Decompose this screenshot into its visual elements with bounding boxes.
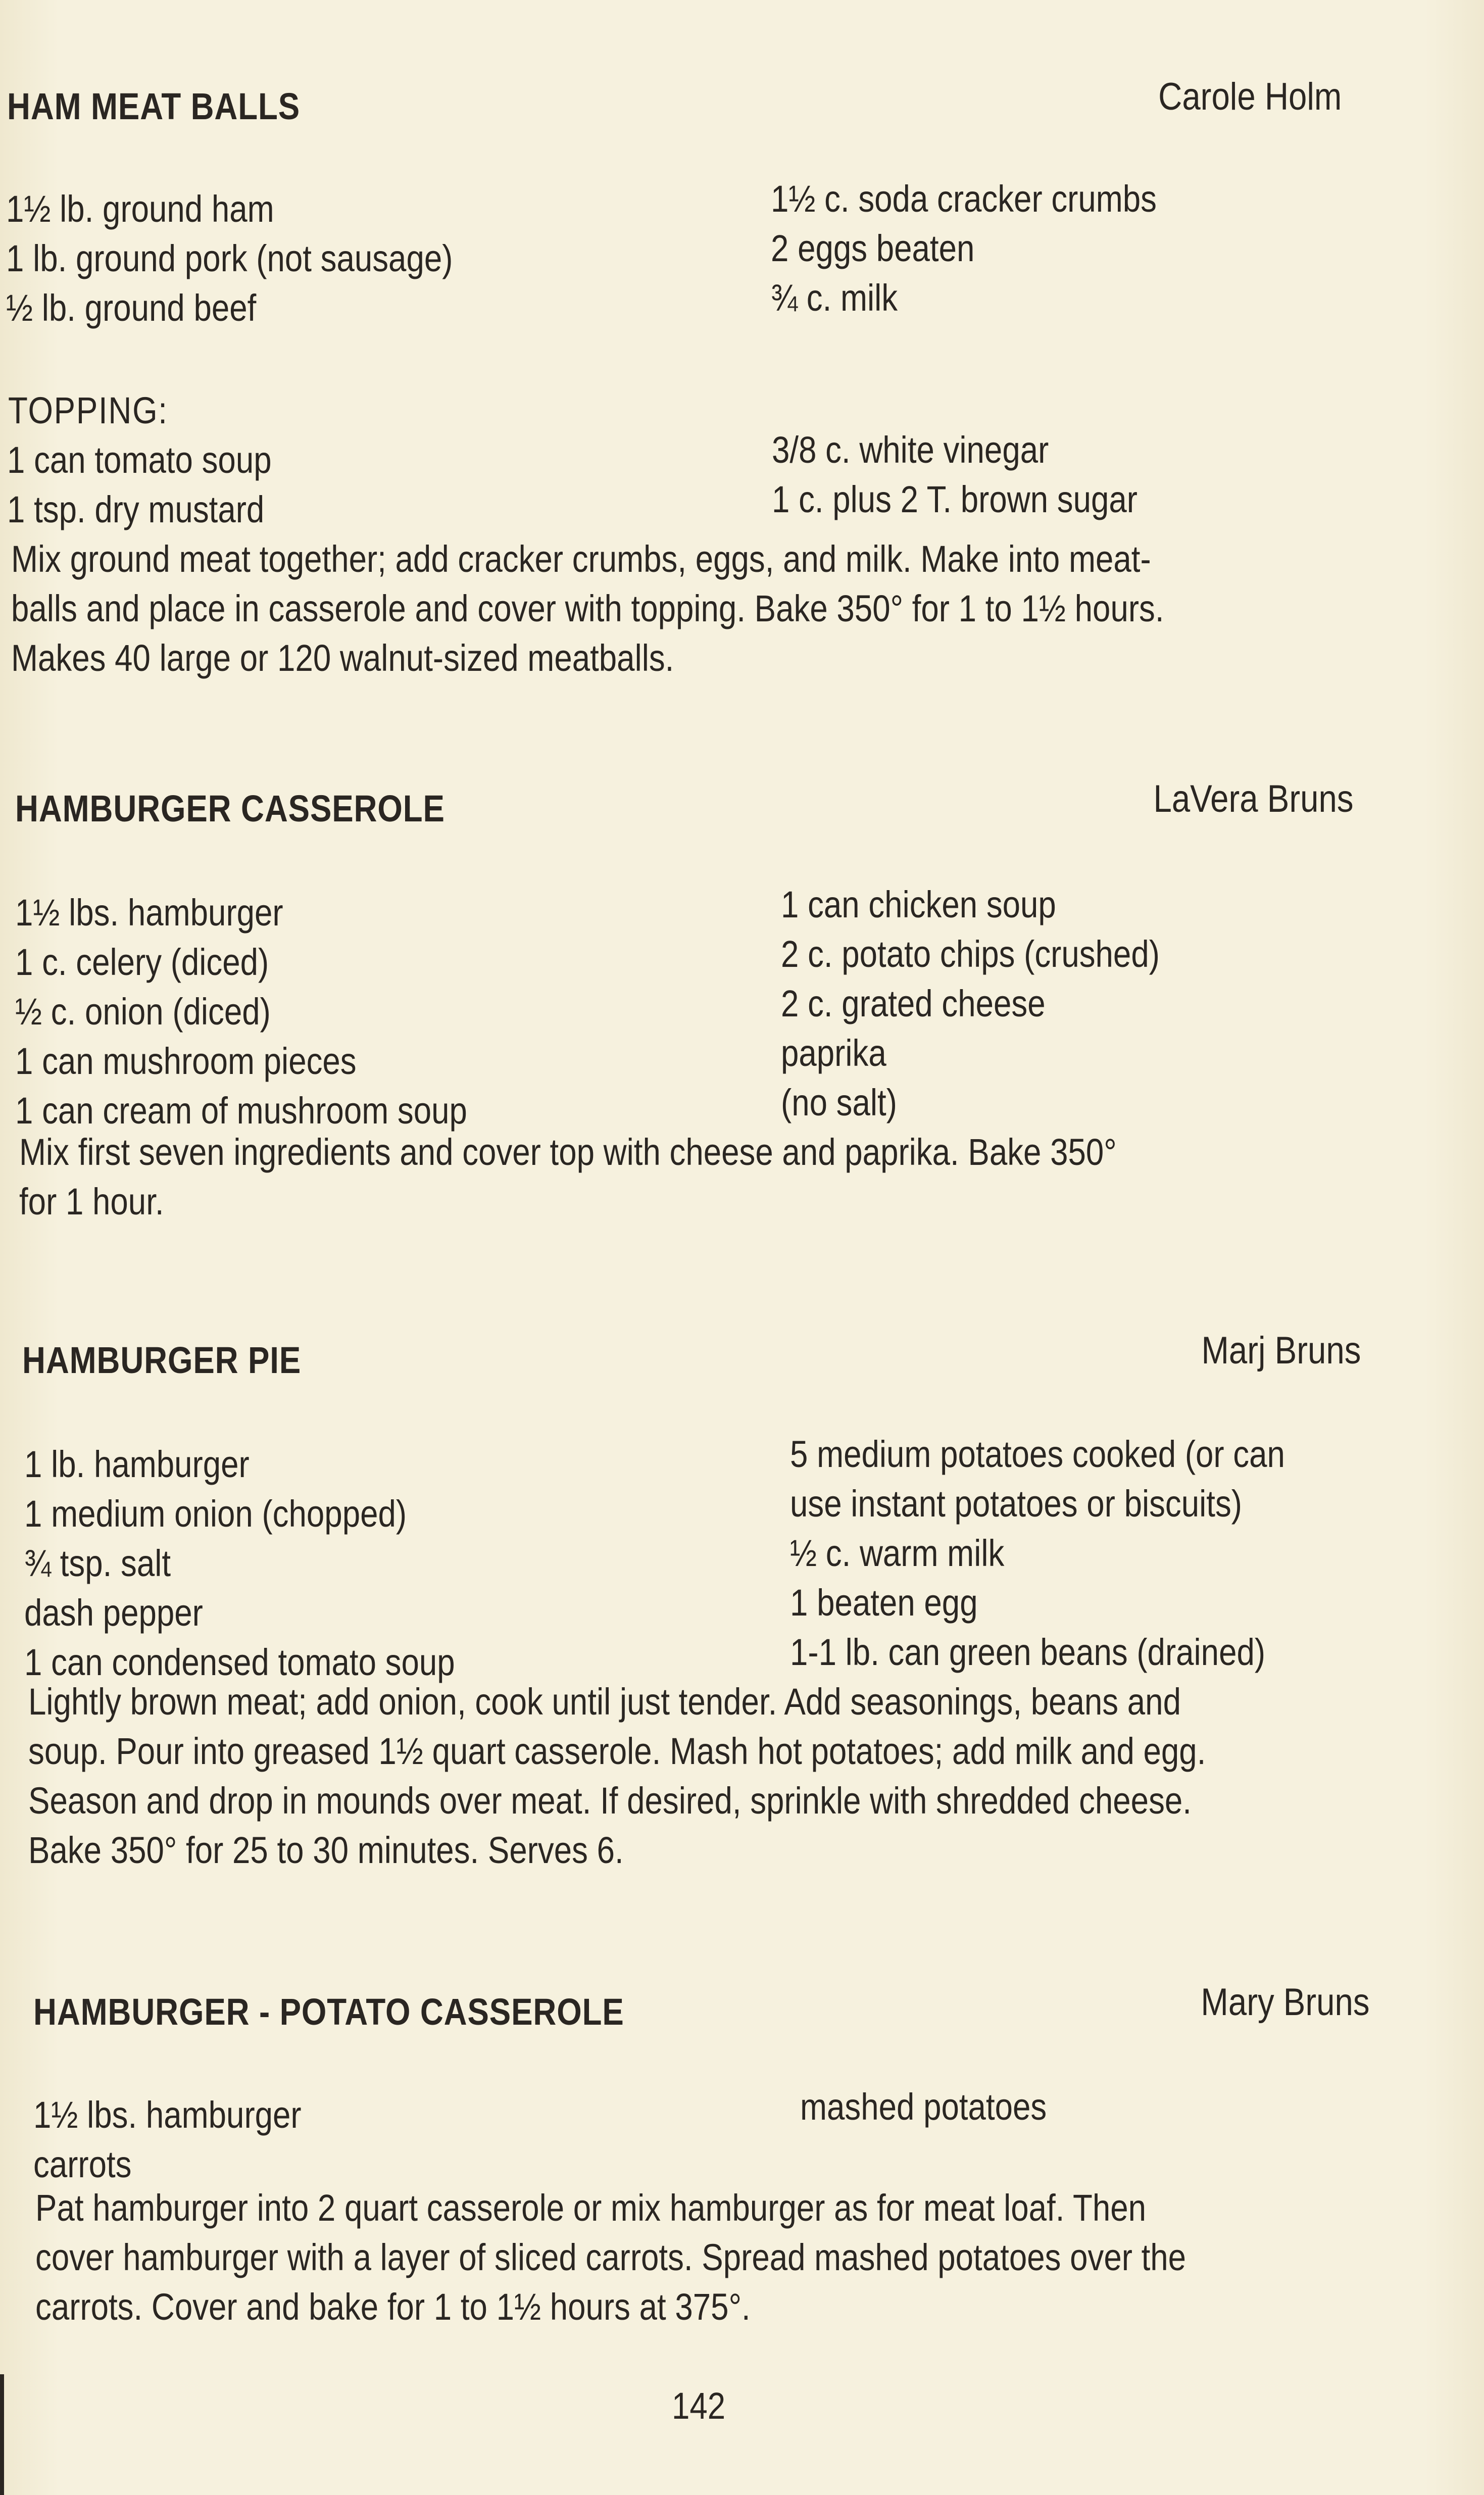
ingredient: 1 beaten egg — [790, 1582, 978, 1624]
recipe-directions — [11, 534, 1352, 683]
recipe-directions — [35, 2183, 1373, 2332]
topping-label: TOPPING: — [8, 389, 168, 431]
recipe-directions — [19, 1128, 1295, 1227]
ingredient: 2 eggs beaten — [771, 227, 975, 269]
ingredient: ½ c. warm milk — [790, 1532, 1005, 1574]
topping-right — [772, 425, 1197, 524]
directions-line: cover hamburger with a layer of sliced carrots. Spread mashed potatoes over the — [35, 2236, 1186, 2278]
recipe-author: Mary Bruns — [1201, 1981, 1370, 2024]
directions-line: balls and place in casserole and cover with topping. Bake 350° for 1 to 1½ hours. — [11, 588, 1164, 629]
recipe-title: HAMBURGER - POTATO CASSEROLE — [33, 1991, 624, 2033]
directions-line: Makes 40 large or 120 walnut-sized meatballs. — [11, 637, 674, 679]
directions-line: carrots. Cover and bake for 1 to 1½ hours at 375°. — [35, 2286, 751, 2328]
directions-line: Mix ground meat together; add cracker crumbs, eggs, and milk. Make into meat- — [11, 538, 1151, 580]
directions-line: soup. Pour into greased 1½ quart casserole. Mash hot potatoes; add milk and egg. — [28, 1730, 1206, 1772]
ingredient: carrots — [33, 2143, 132, 2185]
ingredient: ¾ c. milk — [771, 277, 898, 319]
ingredient: 1½ lb. ground ham — [6, 188, 274, 230]
ingredient: use instant potatoes or biscuits) — [790, 1483, 1242, 1525]
ingredient: ½ c. onion (diced) — [15, 991, 271, 1033]
ingredient: paprika — [781, 1032, 886, 1074]
ingredients-right — [790, 1430, 1365, 1677]
binding-edge — [0, 2374, 4, 2495]
ingredient: 1 c. plus 2 T. brown sugar — [772, 478, 1137, 520]
ingredient: ¾ tsp. salt — [24, 1542, 171, 1584]
ingredient: 3/8 c. white vinegar — [772, 429, 1049, 471]
directions-line: Season and drop in mounds over meat. If desired, sprinkle with shredded cheese. — [28, 1780, 1192, 1822]
recipe-author: Carole Holm — [1158, 75, 1342, 118]
ingredient: (no salt) — [781, 1082, 897, 1123]
ingredient: dash pepper — [24, 1592, 203, 1634]
ingredient: 1½ lbs. hamburger — [15, 892, 283, 934]
ingredient: 2 c. potato chips (crushed) — [781, 933, 1160, 975]
ingredient: 1 tsp. dry mustard — [7, 488, 265, 530]
ingredient: 1 c. celery (diced) — [15, 941, 269, 983]
recipe-author: Marj Bruns — [1201, 1329, 1361, 1372]
page-number: 142 — [672, 2385, 726, 2427]
recipe-title: HAMBURGER CASSEROLE — [15, 788, 445, 829]
ingredient: 1 can mushroom pieces — [15, 1040, 357, 1082]
ingredient: 1 can tomato soup — [7, 439, 272, 481]
ingredient: 1½ c. soda cracker crumbs — [771, 178, 1157, 220]
recipe-title: HAM MEAT BALLS — [7, 85, 301, 127]
directions-line: Pat hamburger into 2 quart casserole or mix hamburger as for meat loaf. Then — [35, 2187, 1147, 2229]
directions-line: Mix first seven ingredients and cover top with cheese and paprika. Bake 350° — [19, 1131, 1117, 1173]
directions-line: Bake 350° for 25 to 30 minutes. Serves 6. — [28, 1829, 624, 1871]
ingredient: 1 medium onion (chopped) — [24, 1493, 407, 1535]
topping-left — [7, 435, 315, 534]
ingredient: ½ lb. ground beef — [6, 287, 257, 329]
ingredient: 1 can cream of mushroom soup — [15, 1090, 467, 1132]
recipe-title: HAMBURGER PIE — [22, 1339, 302, 1381]
ingredients-left — [33, 2090, 345, 2189]
directions-line: Lightly brown meat; add onion, cook until just tender. Add seasonings, beans and — [28, 1681, 1181, 1723]
ingredient: 1 can chicken soup — [781, 884, 1056, 925]
ingredient: 1 lb. ground pork (not sausage) — [6, 237, 453, 279]
ingredient: 2 c. grated cheese — [781, 983, 1046, 1024]
ingredient: 1½ lbs. hamburger — [33, 2094, 302, 2136]
ingredients-left — [6, 184, 525, 333]
ingredients-left — [15, 888, 541, 1136]
ingredients-right — [800, 2082, 1087, 2132]
recipe-author: LaVera Bruns — [1153, 777, 1354, 820]
ingredients-right — [781, 880, 1221, 1128]
directions-line: for 1 hour. — [19, 1181, 164, 1222]
ingredient: 1-1 lb. can green beans (drained) — [790, 1631, 1266, 1673]
ingredient: mashed potatoes — [800, 2086, 1047, 2128]
recipe-directions — [28, 1677, 1398, 1875]
ingredient: 5 medium potatoes cooked (or can — [790, 1433, 1285, 1475]
ingredients-right — [771, 174, 1219, 323]
ingredient: 1 can condensed tomato soup — [24, 1641, 455, 1683]
ingredient: 1 lb. hamburger — [24, 1443, 250, 1485]
ingredients-left — [24, 1440, 525, 1687]
